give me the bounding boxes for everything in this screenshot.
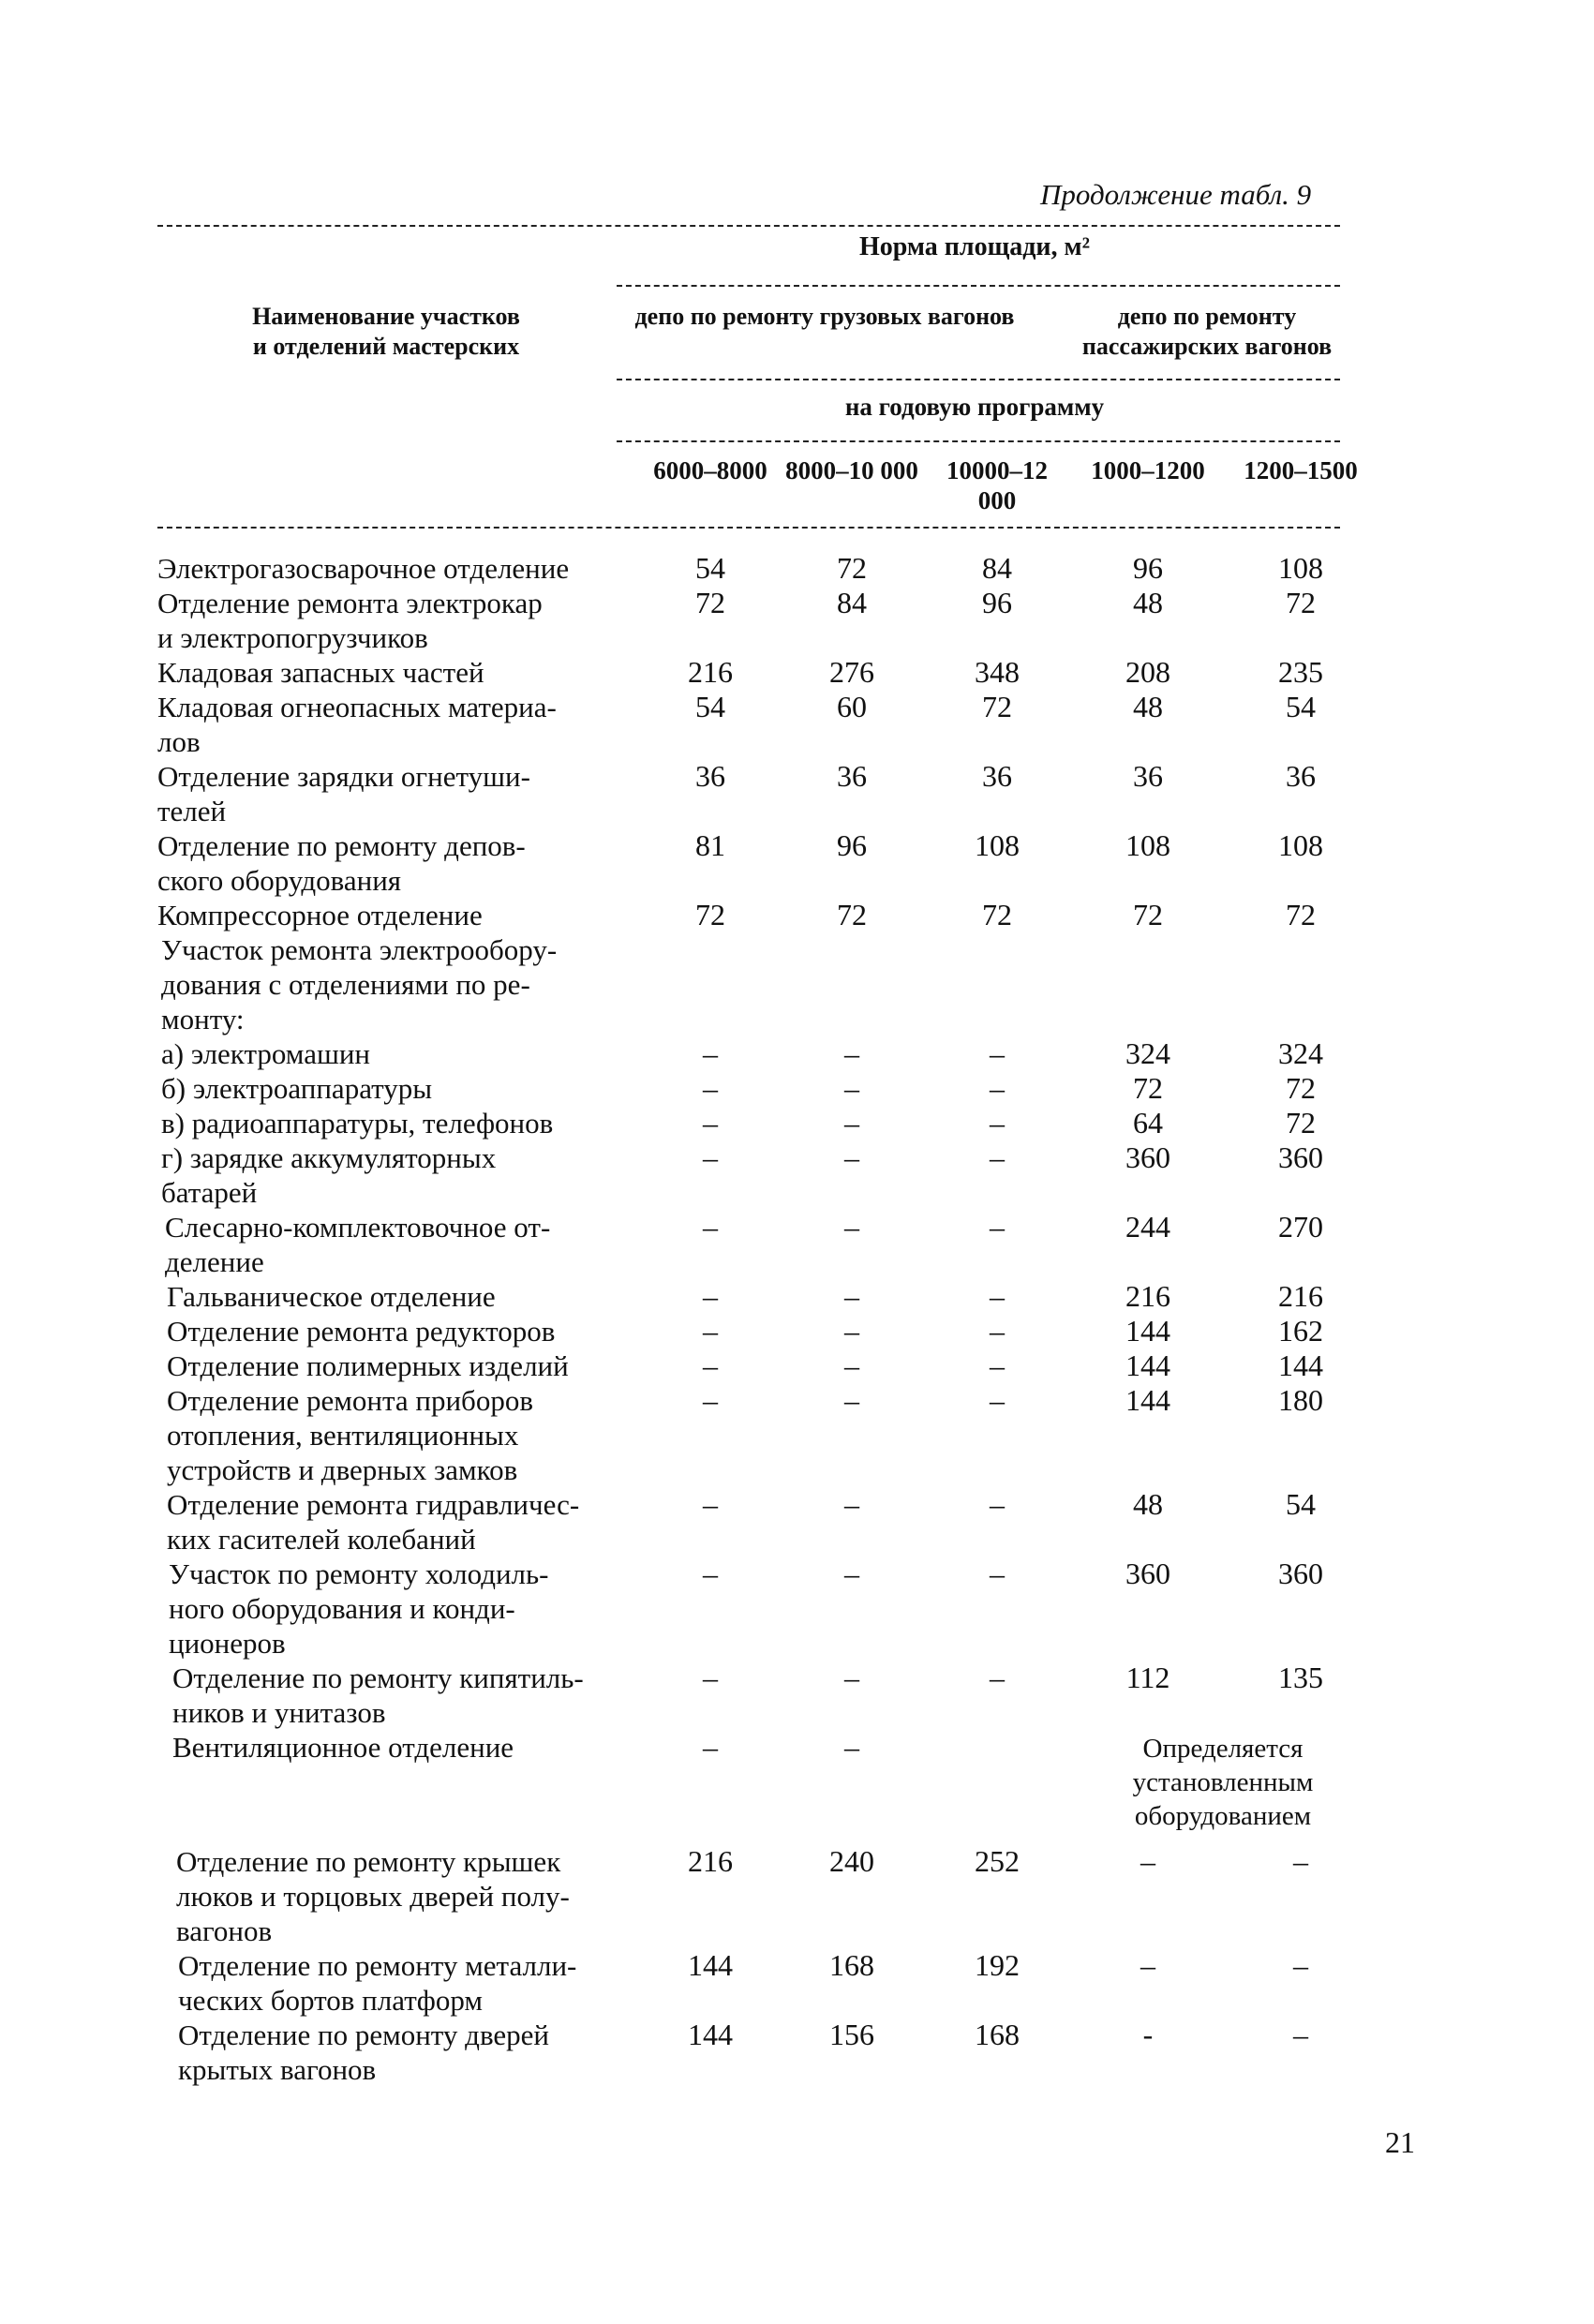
row-value-col-1: 144 xyxy=(688,1948,733,1983)
row-value-col-5: 72 xyxy=(1286,1071,1316,1105)
header-col-1: 6000–8000 xyxy=(653,456,767,484)
row-value-col-1: 144 xyxy=(688,2018,733,2052)
row-value-col-1: 72 xyxy=(695,586,725,619)
row-value-col-1: 81 xyxy=(695,828,725,862)
row-value-col-1: 54 xyxy=(695,690,725,723)
header-annual-program: на годовую программу xyxy=(844,393,1105,421)
row-value-col-4: 208 xyxy=(1125,655,1170,689)
row-value-col-3: 252 xyxy=(975,1844,1020,1879)
table-row xyxy=(0,2018,1594,2087)
row-value-col-3: 348 xyxy=(975,655,1020,689)
row-name: Отделение по ремонту крышек люков и торцовых дверей полу- вагонов xyxy=(176,1845,570,1948)
table-row xyxy=(0,1948,1594,2018)
row-name: Слесарно-комплектовочное от- деление xyxy=(165,1211,551,1278)
row-name: Компрессорное отделение xyxy=(157,899,483,931)
row-value-col-4: 360 xyxy=(1125,1140,1170,1174)
table-row xyxy=(0,1036,1594,1071)
row-value-col-5: 72 xyxy=(1286,586,1316,619)
row-value-col-5: 144 xyxy=(1278,1348,1323,1382)
row-value-col-2: – xyxy=(844,1383,859,1417)
row-value-col-3: – xyxy=(990,1557,1005,1590)
row-value-col-2: 240 xyxy=(829,1844,874,1879)
row-value-col-3: 72 xyxy=(982,898,1012,931)
row-name: Участок ремонта электрообору- дования с отделениями по ре- монту: xyxy=(161,933,558,1035)
row-value-col-3: 168 xyxy=(975,2018,1020,2052)
table-body xyxy=(0,551,1594,2087)
row-value-col-5: 324 xyxy=(1278,1036,1323,1070)
table-row xyxy=(0,1106,1594,1140)
row-value-col-3: – xyxy=(990,1106,1005,1140)
row-value-col-2: – xyxy=(844,1140,859,1174)
header-area-norm: Норма площади, м² xyxy=(858,232,1091,261)
row-value-col-5: 72 xyxy=(1286,898,1316,931)
row-value-col-2: – xyxy=(844,1279,859,1313)
row-value-col-1: – xyxy=(703,1106,718,1140)
row-value-col-1: 216 xyxy=(688,1844,733,1879)
row-value-col-2: 60 xyxy=(837,690,867,723)
row-value-col-1: – xyxy=(703,1140,718,1174)
row-value-col-3: – xyxy=(990,1071,1005,1105)
rule-top xyxy=(157,225,1340,227)
row-value-col-5: 270 xyxy=(1278,1210,1323,1244)
row-value-col-5: – xyxy=(1293,2018,1308,2052)
row-value-col-3: – xyxy=(990,1036,1005,1070)
row-value-col-2: – xyxy=(844,1314,859,1348)
row-value-col-5: 162 xyxy=(1278,1314,1323,1348)
row-value-col-5: 108 xyxy=(1278,551,1323,585)
row-value-col-1: – xyxy=(703,1071,718,1105)
row-value-col-4: 108 xyxy=(1125,828,1170,862)
row-value-col-1: – xyxy=(703,1210,718,1244)
row-value-col-1: – xyxy=(703,1383,718,1417)
row-value-col-2: – xyxy=(844,1036,859,1070)
row-value-col-3: 96 xyxy=(982,586,1012,619)
header-col-4: 1000–1200 xyxy=(1091,456,1205,484)
row-value-col-4: 48 xyxy=(1133,690,1163,723)
row-value-col-4: 36 xyxy=(1133,759,1163,793)
header-col-3: 10000–12 000 xyxy=(946,456,1048,514)
row-value-col-3: – xyxy=(990,1279,1005,1313)
row-value-col-4: - xyxy=(1142,2018,1154,2052)
row-value-col-2: – xyxy=(844,1071,859,1105)
row-name: а) электромашин xyxy=(161,1037,371,1070)
table-row xyxy=(0,828,1594,898)
row-value-col-1: 36 xyxy=(695,759,725,793)
row-value-col-4: 112 xyxy=(1125,1661,1170,1694)
table-row xyxy=(0,1279,1594,1314)
row-value-col-1: 216 xyxy=(688,655,733,689)
rule-under-area-norm xyxy=(617,285,1340,287)
row-value-col-3: – xyxy=(990,1210,1005,1244)
row-value-col-5: 360 xyxy=(1278,1557,1323,1590)
table-row xyxy=(0,655,1594,690)
table-row xyxy=(0,1487,1594,1557)
row-value-col-5: 360 xyxy=(1278,1140,1323,1174)
row-name: Кладовая огнеопасных материа- лов xyxy=(157,691,557,758)
row-value-col-5: 108 xyxy=(1278,828,1323,862)
header-passenger-depot: депо по ремонту пассажирских вагонов xyxy=(1081,303,1333,360)
row-value-col-1: – xyxy=(703,1036,718,1070)
row-name: Участок по ремонту холодиль- ного оборудования и конди- ционеров xyxy=(169,1557,549,1660)
header-name-column: Наименование участков и отделений мастерских xyxy=(252,303,520,360)
row-value-col-4: 96 xyxy=(1133,551,1163,585)
row-value-col-1: – xyxy=(703,1487,718,1521)
page-number: 21 xyxy=(1385,2125,1415,2159)
row-value-col-2: – xyxy=(844,1661,859,1694)
row-value-col-3: – xyxy=(990,1314,1005,1348)
table-row xyxy=(0,1314,1594,1348)
rule-under-program xyxy=(617,440,1340,442)
row-value-col-3: – xyxy=(990,1383,1005,1417)
row-value-col-3: – xyxy=(990,1140,1005,1174)
header-col-2: 8000–10 000 xyxy=(785,456,918,484)
row-value-col-4: 48 xyxy=(1133,1487,1163,1521)
row-value-col-4: – xyxy=(1140,1844,1155,1879)
row-value-col-3: 72 xyxy=(982,690,1012,723)
row-note: Определяется установленным оборудованием xyxy=(1132,1734,1314,1831)
row-name: б) электроаппаратуры xyxy=(161,1072,433,1105)
row-value-col-3: 108 xyxy=(975,828,1020,862)
row-value-col-2: 36 xyxy=(837,759,867,793)
header-col-5: 1200–1500 xyxy=(1244,456,1358,484)
row-value-col-2: 84 xyxy=(837,586,867,619)
row-value-col-5: 235 xyxy=(1278,655,1323,689)
row-value-col-1: – xyxy=(703,1314,718,1348)
table-row xyxy=(0,1557,1594,1661)
row-name: Отделение ремонта редукторов xyxy=(167,1315,556,1348)
row-value-col-2: 72 xyxy=(837,551,867,585)
row-value-col-4: 72 xyxy=(1133,1071,1163,1105)
row-value-col-1: – xyxy=(703,1730,718,1764)
table-row xyxy=(0,1730,1594,1844)
row-value-col-1: 54 xyxy=(695,551,725,585)
row-value-col-5: 54 xyxy=(1286,690,1316,723)
table-row xyxy=(0,759,1594,828)
row-value-col-2: – xyxy=(844,1487,859,1521)
row-value-col-2: – xyxy=(844,1348,859,1382)
row-value-col-5: 54 xyxy=(1286,1487,1316,1521)
header-freight-depot: депо по ремонту грузовых вагонов xyxy=(634,303,1015,330)
table-row xyxy=(0,1383,1594,1487)
row-value-col-4: 324 xyxy=(1125,1036,1170,1070)
row-value-col-2: 96 xyxy=(837,828,867,862)
rule-header-bottom xyxy=(157,527,1340,529)
row-value-col-5: 72 xyxy=(1286,1106,1316,1140)
row-value-col-3: 84 xyxy=(982,551,1012,585)
row-value-col-5: 135 xyxy=(1278,1661,1323,1694)
row-value-col-3: 192 xyxy=(975,1948,1020,1983)
row-name: Отделение зарядки огнетуши- телей xyxy=(157,760,530,827)
row-name: Вентиляционное отделение xyxy=(172,1731,514,1764)
row-value-col-4: 216 xyxy=(1125,1279,1170,1313)
row-value-col-4: 360 xyxy=(1125,1557,1170,1590)
row-value-col-1: – xyxy=(703,1557,718,1590)
row-value-col-1: – xyxy=(703,1661,718,1694)
row-value-col-3: – xyxy=(990,1487,1005,1521)
row-name: Отделение по ремонту кипятиль- ников и унитазов xyxy=(172,1661,584,1729)
table-row xyxy=(0,1348,1594,1383)
row-name: Электрогазосварочное отделение xyxy=(157,552,570,585)
row-value-col-5: 180 xyxy=(1278,1383,1323,1417)
row-value-col-4: 64 xyxy=(1133,1106,1163,1140)
row-name: Отделение ремонта гидравличес- ких гасителей колебаний xyxy=(167,1488,580,1556)
table-row xyxy=(0,1661,1594,1730)
row-name: Кладовая запасных частей xyxy=(157,656,484,689)
table-row xyxy=(0,690,1594,759)
row-value-col-1: 72 xyxy=(695,898,725,931)
row-value-col-1: – xyxy=(703,1279,718,1313)
row-value-col-4: 48 xyxy=(1133,586,1163,619)
row-value-col-2: – xyxy=(844,1557,859,1590)
table-row xyxy=(0,1210,1594,1279)
row-value-col-4: – xyxy=(1140,1948,1155,1983)
continuation-label: Продолжение табл. 9 xyxy=(1040,178,1312,211)
row-value-col-2: 72 xyxy=(837,898,867,931)
row-value-col-4: 144 xyxy=(1125,1383,1170,1417)
row-name: Отделение ремонта электрокар и электропогрузчиков xyxy=(157,587,543,654)
row-value-col-2: 276 xyxy=(829,655,874,689)
row-name: Гальваническое отделение xyxy=(167,1280,496,1313)
row-name: Отделение по ремонту депов- ского оборудования xyxy=(157,829,526,897)
row-value-col-2: 156 xyxy=(829,2018,874,2052)
row-value-col-4: 244 xyxy=(1125,1210,1170,1244)
row-value-col-2: 168 xyxy=(829,1948,874,1983)
row-value-col-2: – xyxy=(844,1210,859,1244)
row-name: г) зарядке аккумуляторных батарей xyxy=(161,1141,497,1209)
row-value-col-5: 36 xyxy=(1286,759,1316,793)
row-value-col-2: – xyxy=(844,1730,859,1764)
row-value-col-1: – xyxy=(703,1348,718,1382)
row-name: в) радиоаппаратуры, телефонов xyxy=(161,1107,554,1140)
table-row xyxy=(0,586,1594,655)
table-row xyxy=(0,898,1594,932)
table-row xyxy=(0,1071,1594,1106)
table-row xyxy=(0,1140,1594,1210)
table-row xyxy=(0,551,1594,586)
row-value-col-3: – xyxy=(990,1661,1005,1694)
row-value-col-5: – xyxy=(1293,1948,1308,1983)
row-value-col-4: 144 xyxy=(1125,1314,1170,1348)
rule-under-depot xyxy=(617,379,1340,380)
row-name: Отделение по ремонту металли- ческих бортов платформ xyxy=(178,1949,577,2018)
table-row xyxy=(0,932,1594,1036)
row-value-col-3: 36 xyxy=(982,759,1012,793)
row-value-col-3: – xyxy=(990,1348,1005,1382)
row-value-col-4: 144 xyxy=(1125,1348,1170,1382)
row-value-col-2: – xyxy=(844,1106,859,1140)
row-name: Отделение по ремонту дверей крытых вагонов xyxy=(178,2019,550,2087)
table-row xyxy=(0,1844,1594,1948)
row-value-col-4: 72 xyxy=(1133,898,1163,931)
row-name: Отделение полимерных изделий xyxy=(167,1349,569,1382)
row-value-col-5: – xyxy=(1293,1844,1308,1879)
row-name: Отделение ремонта приборов отопления, вентиляционных устройств и дверных замков xyxy=(167,1384,533,1486)
row-value-col-5: 216 xyxy=(1278,1279,1323,1313)
